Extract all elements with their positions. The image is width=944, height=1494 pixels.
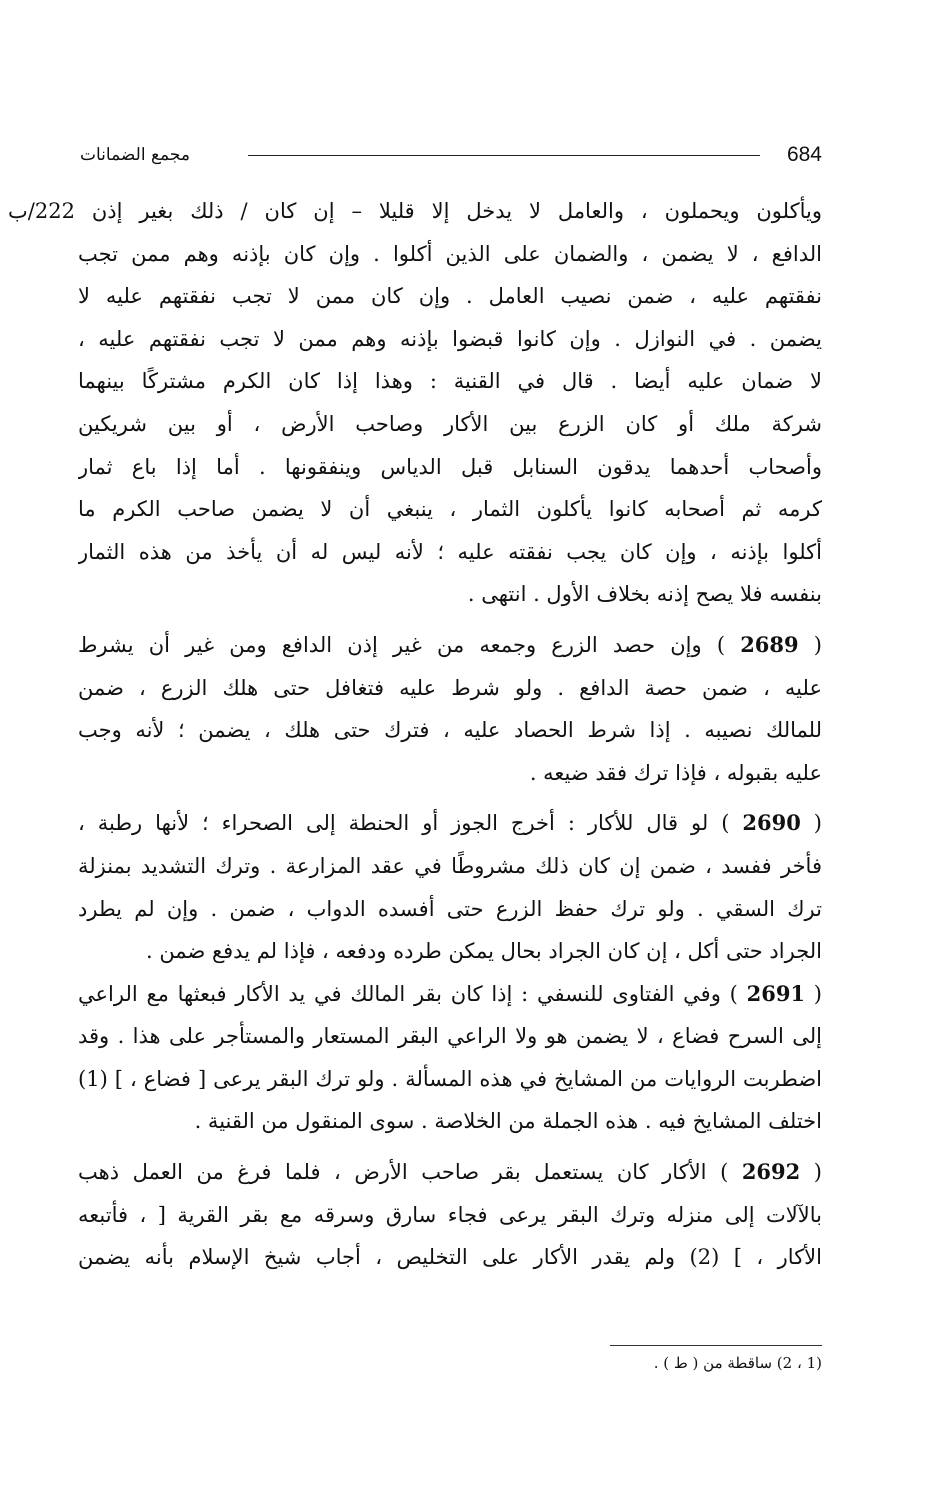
text-line: بالآلات إلى منزله وترك البقر يرعى فجاء سارق وسرقه مع بقر القرية [ ، فأتبعه [78,1202,822,1227]
text-line: ( 2692 ) الأكار كان يستعمل بقر صاحب الأرض ، فلما فرغ من العمل ذهب [78,1159,822,1185]
text-line: اختلف المشايخ فيه . هذه الجملة من الخلاصة . سوى المنقول من القنية . [194,1109,822,1134]
text-line: بنفسه فلا يصح إذنه بخلاف الأول . انتهى . [467,582,822,607]
footnote-rule [610,1345,822,1346]
paragraph-number: ( 2689 ) [716,631,822,657]
text-line: شركة ملك أو كان الزرع بين الأكار وصاحب الأرض ، أو بين شريكين [78,411,822,436]
paragraph-intro [8,190,822,616]
text-line: نفقتهم عليه ، ضمن نصيب العامل . وإن كان ممن لا تجب نفقتهم عليه لا [78,284,822,309]
paragraph-2691 [78,973,822,1143]
page-body [8,190,822,1279]
text-line: يضمن . في النوازل . وإن كانوا قبضوا بإذنه وهم ممن لا تجب نفقتهم عليه ، [78,326,822,351]
text-line: ترك السقي . ولو ترك حفظ الزرع حتى أفسده الدواب ، ضمن . وإن لم يطرد [78,896,822,921]
paragraph-2689 [78,624,822,794]
text-line: فأخر ففسد ، ضمن إن كان ذلك مشروطًا في عقد المزارعة . وترك التشديد بمنزلة [78,853,822,878]
header-rule [248,155,760,156]
text-line: كرمه ثم أصحابه كانوا يأكلون الثمار ، ينبغي أن لا يضمن صاحب الكرم ما [78,497,822,522]
running-title: مجمع الضمانات [80,145,190,165]
text-line: اضطربت الروايات من المشايخ في هذه المسألة . ولو ترك البقر يرعى [ فضاع ، ] (1) [78,1066,822,1091]
page-header [80,140,822,170]
text-line: عليه بقبوله ، فإذا ترك فقد ضيعه . [529,760,822,785]
text-line: الجراد حتى أكل ، إن كان الجراد بحال يمكن طرده ودفعه ، فإذا لم يدفع ضمن . [145,939,822,964]
text-line: ( 2690 ) لو قال للأكار : أخرج الجوز أو الحنطة إلى الصحراء ؛ لأنها رطبة ، [78,810,822,836]
paragraph-2690 [78,802,822,972]
text-line: الدافع ، لا يضمن ، والضمان على الذين أكلوا . وإن كان بإذنه وهم ممن تجب [78,241,822,266]
footnote: (1 ، 2) ساقطة من ( ط ) . [653,1354,822,1372]
paragraph-2692 [78,1151,822,1279]
text-line: عليه ، ضمن حصة الدافع . ولو شرط عليه فتغافل حتى هلك الزرع ، ضمن [78,675,822,700]
text-line: لا ضمان عليه أيضا . قال في القنية : وهذا إذا كان الكرم مشتركًا بينهما [78,369,822,394]
page-number: 684 [786,143,822,166]
paragraph-number: ( 2692 ) [720,1159,822,1185]
text-line: أكلوا بإذنه ، وإن كان يجب نفقته عليه ؛ لأنه ليس له أن يأخذ من هذه الثمار [78,539,822,564]
text-line: للمالك نصيبه . إذا شرط الحصاد عليه ، فترك حتى هلك ، يضمن ؛ لأنه وجب [78,718,822,743]
text-line: ( 2689 ) وإن حصد الزرع وجمعه من غير إذن الدافع ومن غير أن يشرط [78,631,822,657]
text-line: ( 2691 ) وفي الفتاوى للنسفي : إذا كان بقر المالك في يد الأكار فبعثها مع الراعي [78,980,822,1006]
text-line: الأكار ، ] (2) ولم يقدر الأكار على التخليص ، أجاب شيخ الإسلام بأنه يضمن [78,1245,822,1270]
text-line: وأصحاب أحدهما يدقون السنابل قبل الدياس وينفقونها . أما إذا باع ثمار [78,454,822,479]
paragraph-number: ( 2690 ) [721,810,822,836]
text-line: إلى السرح فضاع ، لا يضمن هو ولا الراعي البقر المستعار والمستأجر على هذا . وقد [78,1024,822,1049]
paragraph-number: ( 2691 ) [729,980,822,1006]
text-line: ويأكلون ويحملون ، والعامل لا يدخل إلا قليلا – إن كان / ذلك بغير إذن 222/ب [8,199,822,223]
